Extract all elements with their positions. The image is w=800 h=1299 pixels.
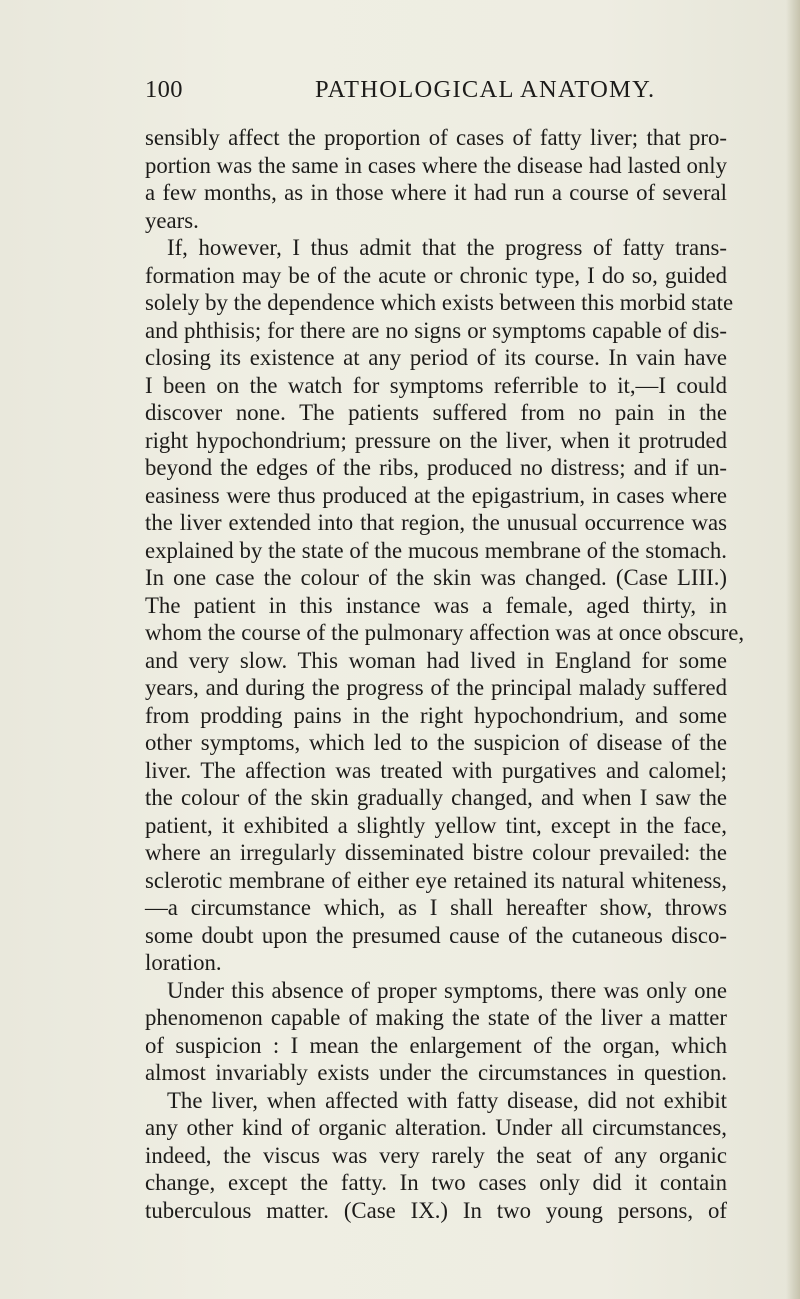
text-line: sclerotic membrane of either eye retained its natural whiteness, <box>145 867 727 893</box>
text-line: and very slow. This woman had lived in England for some <box>145 647 727 673</box>
text-line: closing its existence at any period of its course. In vain have <box>145 345 727 370</box>
text-line: —a circumstance which, as I shall hereafter show, throws <box>145 895 727 920</box>
text-line: where an irregularly disseminated bistre colour prevailed: the <box>145 840 727 865</box>
text-line: I been on the watch for symptoms referrible to it,—I could <box>145 372 727 398</box>
text-line: indeed, the viscus was very rarely the seat of any organic <box>145 1142 727 1168</box>
page-edge-shadow <box>786 0 800 1299</box>
text-line: whom the course of the pulmonary affection was at once obscure, <box>145 620 745 645</box>
text-line: loration. <box>145 950 222 975</box>
text-line: change, except the fatty. In two cases only did it contain <box>145 1170 727 1195</box>
text-line: years, and during the progress of the principal malady suffered <box>145 675 727 700</box>
text-line: formation may be of the acute or chronic type, I do so, guided <box>145 262 727 288</box>
text-line: The patient in this instance was a female, aged thirty, in <box>145 592 727 618</box>
text-line: the colour of the skin gradually changed, and when I saw the <box>145 785 727 810</box>
text-line: easiness were thus produced at the epigastrium, in cases where <box>145 482 727 508</box>
text-line: beyond the edges of the ribs, produced no distress; and if un- <box>145 455 727 480</box>
text-line: patient, it exhibited a slightly yellow tint, except in the face, <box>145 812 727 838</box>
running-title: PATHOLOGICAL ANATOMY. <box>315 76 656 103</box>
text-line: The liver, when affected with fatty disease, did not exhibit <box>167 1087 727 1113</box>
text-line: any other kind of organic alteration. Under all circumstances, <box>145 1115 727 1140</box>
text-line: the liver extended into that region, the unusual occurrence was <box>145 510 727 535</box>
text-line: solely by the dependence which exists between this morbid state <box>145 290 734 315</box>
text-line: sensibly affect the proportion of cases of fatty liver; that pro- <box>145 125 727 150</box>
text-line: phenomenon capable of making the state of the liver a matter <box>145 1005 727 1030</box>
text-line: other symptoms, which led to the suspicion of disease of the <box>145 730 727 755</box>
text-line: portion was the same in cases where the disease had lasted only <box>145 152 727 178</box>
text-line: discover none. The patients suffered from no pain in the <box>145 400 727 425</box>
text-line: In one case the colour of the skin was changed. (Case LIII.) <box>145 565 727 590</box>
text-line: tuberculous matter. (Case IX.) In two young persons, of <box>145 1197 727 1223</box>
text-line: a few months, as in those where it had run a course of several <box>145 180 727 205</box>
page-header <box>145 76 725 108</box>
text-line: right hypochondrium; pressure on the liver, when it protruded <box>145 427 727 453</box>
text-line: Under this absence of proper symptoms, there was only one <box>167 977 727 1003</box>
body-text <box>145 124 745 1224</box>
text-line: of suspicion : I mean the enlargement of the organ, which <box>145 1032 727 1058</box>
text-line: explained by the state of the mucous membrane of the stomach. <box>145 537 727 563</box>
text-line: and phthisis; for there are no signs or symptoms capable of dis- <box>145 317 727 343</box>
text-line: If, however, I thus admit that the progress of fatty trans- <box>167 235 727 260</box>
text-line: liver. The affection was treated with purgatives and calomel; <box>145 757 727 783</box>
text-line: some doubt upon the presumed cause of the cutaneous disco- <box>145 922 727 948</box>
text-line: from prodding pains in the right hypochondrium, and some <box>145 702 727 728</box>
text-line: years. <box>145 207 199 233</box>
page-number: 100 <box>145 76 183 103</box>
text-line: almost invariably exists under the circumstances in question. <box>145 1060 727 1085</box>
